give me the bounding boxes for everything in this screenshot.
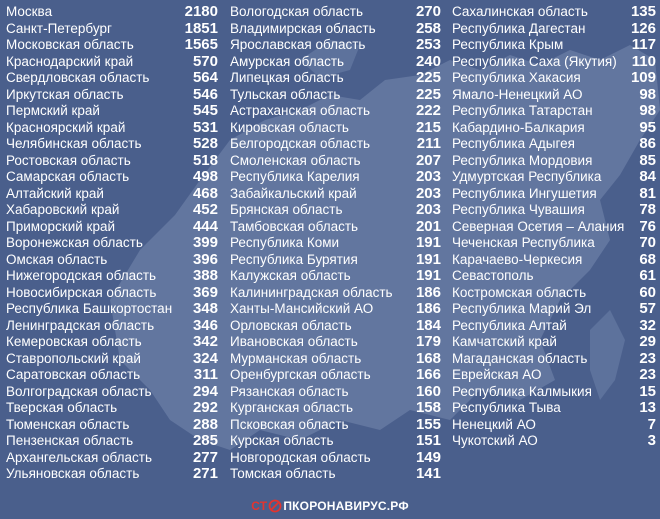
region-row: [230, 54, 441, 71]
region-row: [452, 433, 656, 450]
case-count: 294: [192, 382, 218, 400]
case-count: 60: [639, 283, 656, 301]
case-count: 109: [630, 69, 656, 86]
region-name: Омская область: [6, 251, 108, 267]
region-name: Архангельская область: [6, 449, 153, 465]
region-name: Ненецкий АО: [452, 416, 536, 432]
region-name: Липецкая область: [230, 70, 344, 85]
region-row: [230, 4, 441, 21]
case-count: 98: [639, 85, 656, 103]
region-row: [230, 301, 441, 318]
region-row: [452, 37, 656, 54]
region-name: Республика Саха (Якутия): [452, 53, 617, 69]
region-row: [452, 400, 656, 417]
case-count: 135: [630, 3, 656, 20]
region-name: Смоленская область: [230, 152, 361, 168]
region-name: Москва: [6, 4, 53, 19]
region-name: Республика Бурятия: [230, 251, 358, 267]
region-row: [452, 318, 656, 335]
region-row: [452, 103, 656, 120]
case-count: 468: [192, 184, 218, 202]
region-row: [230, 318, 441, 335]
region-row: [230, 235, 441, 252]
region-name: Пензенская область: [6, 433, 134, 448]
case-count: 168: [415, 349, 441, 367]
case-count: 348: [192, 300, 218, 317]
case-count: 396: [192, 250, 218, 268]
case-count: 1851: [184, 19, 218, 37]
region-row: [230, 70, 441, 87]
region-name: Мурманская область: [230, 350, 362, 366]
region-row: [230, 169, 441, 186]
region-row: [6, 21, 218, 38]
case-count: 7: [647, 415, 656, 433]
case-count: 203: [415, 201, 441, 218]
case-count: 110: [631, 52, 656, 70]
region-row: [230, 120, 441, 137]
region-name: Свердловская область: [6, 70, 150, 85]
case-count: 546: [192, 85, 218, 103]
case-count: 240: [415, 52, 441, 70]
region-row: [230, 433, 441, 450]
case-count: 277: [192, 448, 218, 466]
region-row: [452, 384, 656, 401]
region-row: [452, 367, 656, 384]
region-name: Кабардино-Балкария: [452, 119, 585, 135]
case-count: 3: [647, 432, 656, 449]
region-row: [452, 70, 656, 87]
region-name: Вологодская область: [230, 4, 363, 19]
region-name: Белгородская область: [230, 136, 371, 151]
region-name: Брянская область: [230, 202, 343, 217]
brand-text-part1: СТ: [251, 499, 268, 513]
region-name: Саратовская область: [6, 367, 141, 382]
column-3: [452, 4, 656, 483]
region-name: Тамбовская область: [230, 218, 359, 234]
virus-stop-icon: [268, 499, 282, 513]
region-name: Республика Ингушетия: [452, 185, 597, 201]
case-count: 86: [639, 135, 656, 152]
case-count: 311: [193, 366, 218, 383]
region-row: [452, 4, 656, 21]
region-name: Самарская область: [6, 169, 130, 184]
region-name: Амурская область: [230, 53, 345, 69]
case-count: 399: [192, 234, 218, 251]
region-row: [452, 285, 656, 302]
case-count: 1565: [184, 36, 218, 53]
region-row: [6, 417, 218, 434]
case-count: 531: [192, 118, 218, 136]
case-count: 570: [192, 52, 218, 70]
case-count: 215: [415, 118, 441, 136]
region-name: Ярославская область: [230, 37, 366, 52]
case-count: 292: [192, 399, 218, 416]
case-count: 13: [639, 399, 656, 416]
region-row: [452, 153, 656, 170]
region-name: Томская область: [230, 466, 336, 481]
region-name: Тверская область: [6, 400, 118, 415]
region-name: Новгородская область: [230, 449, 371, 465]
region-row: [452, 169, 656, 186]
region-name: Рязанская область: [230, 383, 349, 399]
region-name: Воронежская область: [6, 235, 143, 250]
case-count: 253: [415, 36, 441, 53]
region-row: [452, 235, 656, 252]
region-name: Сахалинская область: [452, 4, 588, 19]
case-count: 61: [639, 267, 656, 284]
region-row: [6, 318, 218, 335]
cases-table: [6, 4, 656, 483]
region-row: [230, 252, 441, 269]
case-count: 207: [415, 151, 441, 169]
case-count: 564: [192, 69, 218, 86]
case-count: 203: [415, 184, 441, 202]
region-name: Волгоградская область: [6, 383, 152, 399]
case-count: 15: [639, 382, 656, 400]
region-name: Республика Мордовия: [452, 152, 593, 168]
region-row: [230, 37, 441, 54]
region-row: [452, 87, 656, 104]
region-row: [230, 466, 441, 483]
region-name: Республика Калмыкия: [452, 383, 592, 399]
region-name: Московская область: [6, 37, 134, 52]
region-name: Республика Дагестан: [452, 20, 586, 36]
region-row: [452, 351, 656, 368]
region-name: Республика Хакасия: [452, 70, 581, 85]
region-name: Республика Крым: [452, 37, 564, 52]
region-row: [452, 219, 656, 236]
case-count: 201: [415, 217, 441, 235]
region-name: Алтайский край: [6, 185, 104, 201]
region-name: Республика Алтай: [452, 317, 567, 333]
case-count: 191: [415, 250, 441, 268]
footer: [0, 496, 660, 516]
region-row: [452, 186, 656, 203]
region-name: Республика Коми: [230, 235, 340, 250]
case-count: 342: [192, 333, 218, 350]
region-name: Приморский край: [6, 218, 116, 234]
column-2: [230, 4, 441, 483]
region-row: [6, 136, 218, 153]
region-row: [230, 367, 441, 384]
region-name: Магаданская область: [452, 350, 588, 366]
region-name: Пермский край: [6, 103, 100, 118]
case-count: 141: [415, 465, 441, 482]
case-count: 346: [192, 316, 218, 334]
case-count: 444: [192, 217, 218, 235]
region-name: Ленинградская область: [6, 317, 155, 333]
case-count: 95: [639, 118, 656, 136]
region-row: [230, 285, 441, 302]
region-row: [6, 153, 218, 170]
region-row: [6, 301, 218, 318]
region-row: [230, 186, 441, 203]
region-row: [230, 334, 441, 351]
case-count: 369: [192, 283, 218, 301]
region-row: [6, 54, 218, 71]
region-name: Еврейская АО: [452, 367, 542, 382]
case-count: 225: [415, 85, 441, 103]
case-count: 452: [192, 201, 218, 218]
case-count: 545: [192, 102, 218, 119]
case-count: 270: [415, 3, 441, 20]
case-count: 166: [415, 366, 441, 383]
case-count: 285: [192, 432, 218, 449]
case-count: 23: [639, 349, 656, 367]
region-name: Хабаровский край: [6, 202, 120, 217]
region-name: Астраханская область: [230, 103, 371, 118]
region-row: [230, 417, 441, 434]
region-row: [6, 334, 218, 351]
region-row: [6, 4, 218, 21]
region-row: [6, 202, 218, 219]
region-name: Иркутская область: [6, 86, 124, 102]
region-name: Карачаево-Черкесия: [452, 251, 583, 267]
region-name: Ханты-Мансийский АО: [230, 301, 374, 316]
region-name: Владимирская область: [230, 20, 376, 36]
region-name: Красноярский край: [6, 119, 126, 135]
region-name: Республика Чувашия: [452, 202, 585, 217]
region-name: Оренбургская область: [230, 367, 371, 382]
region-row: [6, 87, 218, 104]
region-row: [6, 235, 218, 252]
region-row: [452, 252, 656, 269]
case-count: 518: [192, 151, 218, 169]
case-count: 160: [415, 382, 441, 400]
case-count: 85: [639, 151, 656, 169]
case-count: 158: [415, 399, 441, 416]
case-count: 2180: [184, 3, 218, 20]
region-row: [6, 433, 218, 450]
region-row: [6, 450, 218, 467]
region-name: Республика Адыгея: [452, 136, 575, 151]
case-count: 225: [415, 69, 441, 86]
column-1: [6, 4, 218, 483]
region-name: Курская область: [230, 433, 334, 448]
case-count: 76: [639, 217, 656, 235]
region-name: Краснодарский край: [6, 53, 134, 69]
region-name: Республика Башкортостан: [6, 301, 173, 316]
region-row: [6, 384, 218, 401]
region-name: Северная Осетия – Алания: [452, 218, 625, 234]
region-name: Ростовская область: [6, 152, 131, 168]
brand-text-part2: ПКОРОНАВИРУС.РФ: [283, 499, 409, 513]
region-name: Ставропольский край: [6, 350, 141, 366]
region-name: Курганская область: [230, 400, 354, 415]
region-row: [6, 351, 218, 368]
region-name: Псковская область: [230, 416, 349, 432]
case-count: 498: [192, 168, 218, 185]
case-count: 151: [415, 432, 441, 449]
region-name: Кировская область: [230, 119, 349, 135]
region-row: [230, 450, 441, 467]
region-row: [6, 252, 218, 269]
region-name: Республика Карелия: [230, 169, 360, 184]
region-name: Калужская область: [230, 268, 351, 283]
region-row: [452, 120, 656, 137]
region-row: [6, 400, 218, 417]
case-count: 203: [415, 168, 441, 185]
case-count: 32: [639, 316, 656, 334]
case-count: 211: [416, 135, 441, 152]
region-row: [6, 268, 218, 285]
region-row: [230, 384, 441, 401]
region-row: [452, 334, 656, 351]
region-name: Камчатский край: [452, 334, 557, 349]
case-count: 191: [415, 234, 441, 251]
region-name: Новосибирская область: [6, 284, 157, 300]
case-count: 191: [415, 267, 441, 284]
region-row: [6, 37, 218, 54]
region-name: Кемеровская область: [6, 334, 142, 349]
case-count: 388: [192, 267, 218, 284]
region-row: [6, 103, 218, 120]
region-name: Чеченская Республика: [452, 235, 595, 250]
region-row: [452, 202, 656, 219]
region-row: [452, 417, 656, 434]
region-name: Костромская область: [452, 284, 587, 300]
region-name: Ульяновская область: [6, 466, 140, 481]
region-row: [230, 103, 441, 120]
region-row: [230, 153, 441, 170]
case-count: 84: [639, 168, 656, 185]
region-name: Севастополь: [452, 268, 534, 283]
case-count: 98: [639, 102, 656, 119]
case-count: 29: [639, 333, 656, 350]
region-name: Забайкальский край: [230, 185, 357, 201]
case-count: 258: [415, 19, 441, 37]
case-count: 324: [192, 349, 218, 367]
region-row: [452, 136, 656, 153]
region-row: [230, 219, 441, 236]
region-name: Ивановская область: [230, 334, 358, 349]
region-name: Орловская область: [230, 317, 352, 333]
region-name: Ямало-Ненецкий АО: [452, 86, 583, 102]
case-count: 155: [415, 415, 441, 433]
region-row: [6, 285, 218, 302]
case-count: 70: [639, 234, 656, 251]
region-row: [6, 219, 218, 236]
region-name: Удмуртская Республика: [452, 169, 602, 184]
region-row: [230, 351, 441, 368]
case-count: 57: [639, 300, 656, 317]
region-row: [230, 21, 441, 38]
stopcoronavirus-link[interactable]: [251, 499, 409, 513]
region-row: [6, 186, 218, 203]
region-row: [452, 54, 656, 71]
region-row: [6, 169, 218, 186]
region-name: Тульская область: [230, 86, 341, 102]
case-count: 78: [639, 201, 656, 218]
region-row: [230, 268, 441, 285]
case-count: 288: [192, 415, 218, 433]
region-name: Челябинская область: [6, 136, 142, 151]
region-row: [230, 136, 441, 153]
region-name: Тюменская область: [6, 416, 130, 432]
case-count: 222: [415, 102, 441, 119]
region-row: [6, 367, 218, 384]
case-count: 117: [631, 36, 656, 53]
region-name: Чукотский АО: [452, 433, 538, 448]
region-row: [6, 466, 218, 483]
region-name: Республика Марий Эл: [452, 301, 592, 316]
region-name: Республика Татарстан: [452, 103, 593, 118]
region-row: [230, 87, 441, 104]
case-count: 528: [192, 135, 218, 152]
region-row: [452, 21, 656, 38]
case-count: 184: [415, 316, 441, 334]
region-row: [452, 268, 656, 285]
case-count: 81: [639, 184, 656, 202]
case-count: 126: [630, 19, 656, 37]
region-name: Санкт-Петербург: [6, 20, 112, 36]
case-count: 179: [415, 333, 441, 350]
region-row: [452, 301, 656, 318]
region-row: [6, 120, 218, 137]
region-row: [230, 400, 441, 417]
region-row: [230, 202, 441, 219]
case-count: 149: [415, 448, 441, 466]
case-count: 68: [639, 250, 656, 268]
case-count: 23: [639, 366, 656, 383]
case-count: 271: [192, 465, 218, 482]
region-name: Республика Тыва: [452, 400, 561, 415]
region-row: [6, 70, 218, 87]
region-name: Калининградская область: [230, 284, 393, 300]
region-name: Нижегородская область: [6, 268, 157, 283]
case-count: 186: [415, 300, 441, 317]
case-count: 186: [415, 283, 441, 301]
